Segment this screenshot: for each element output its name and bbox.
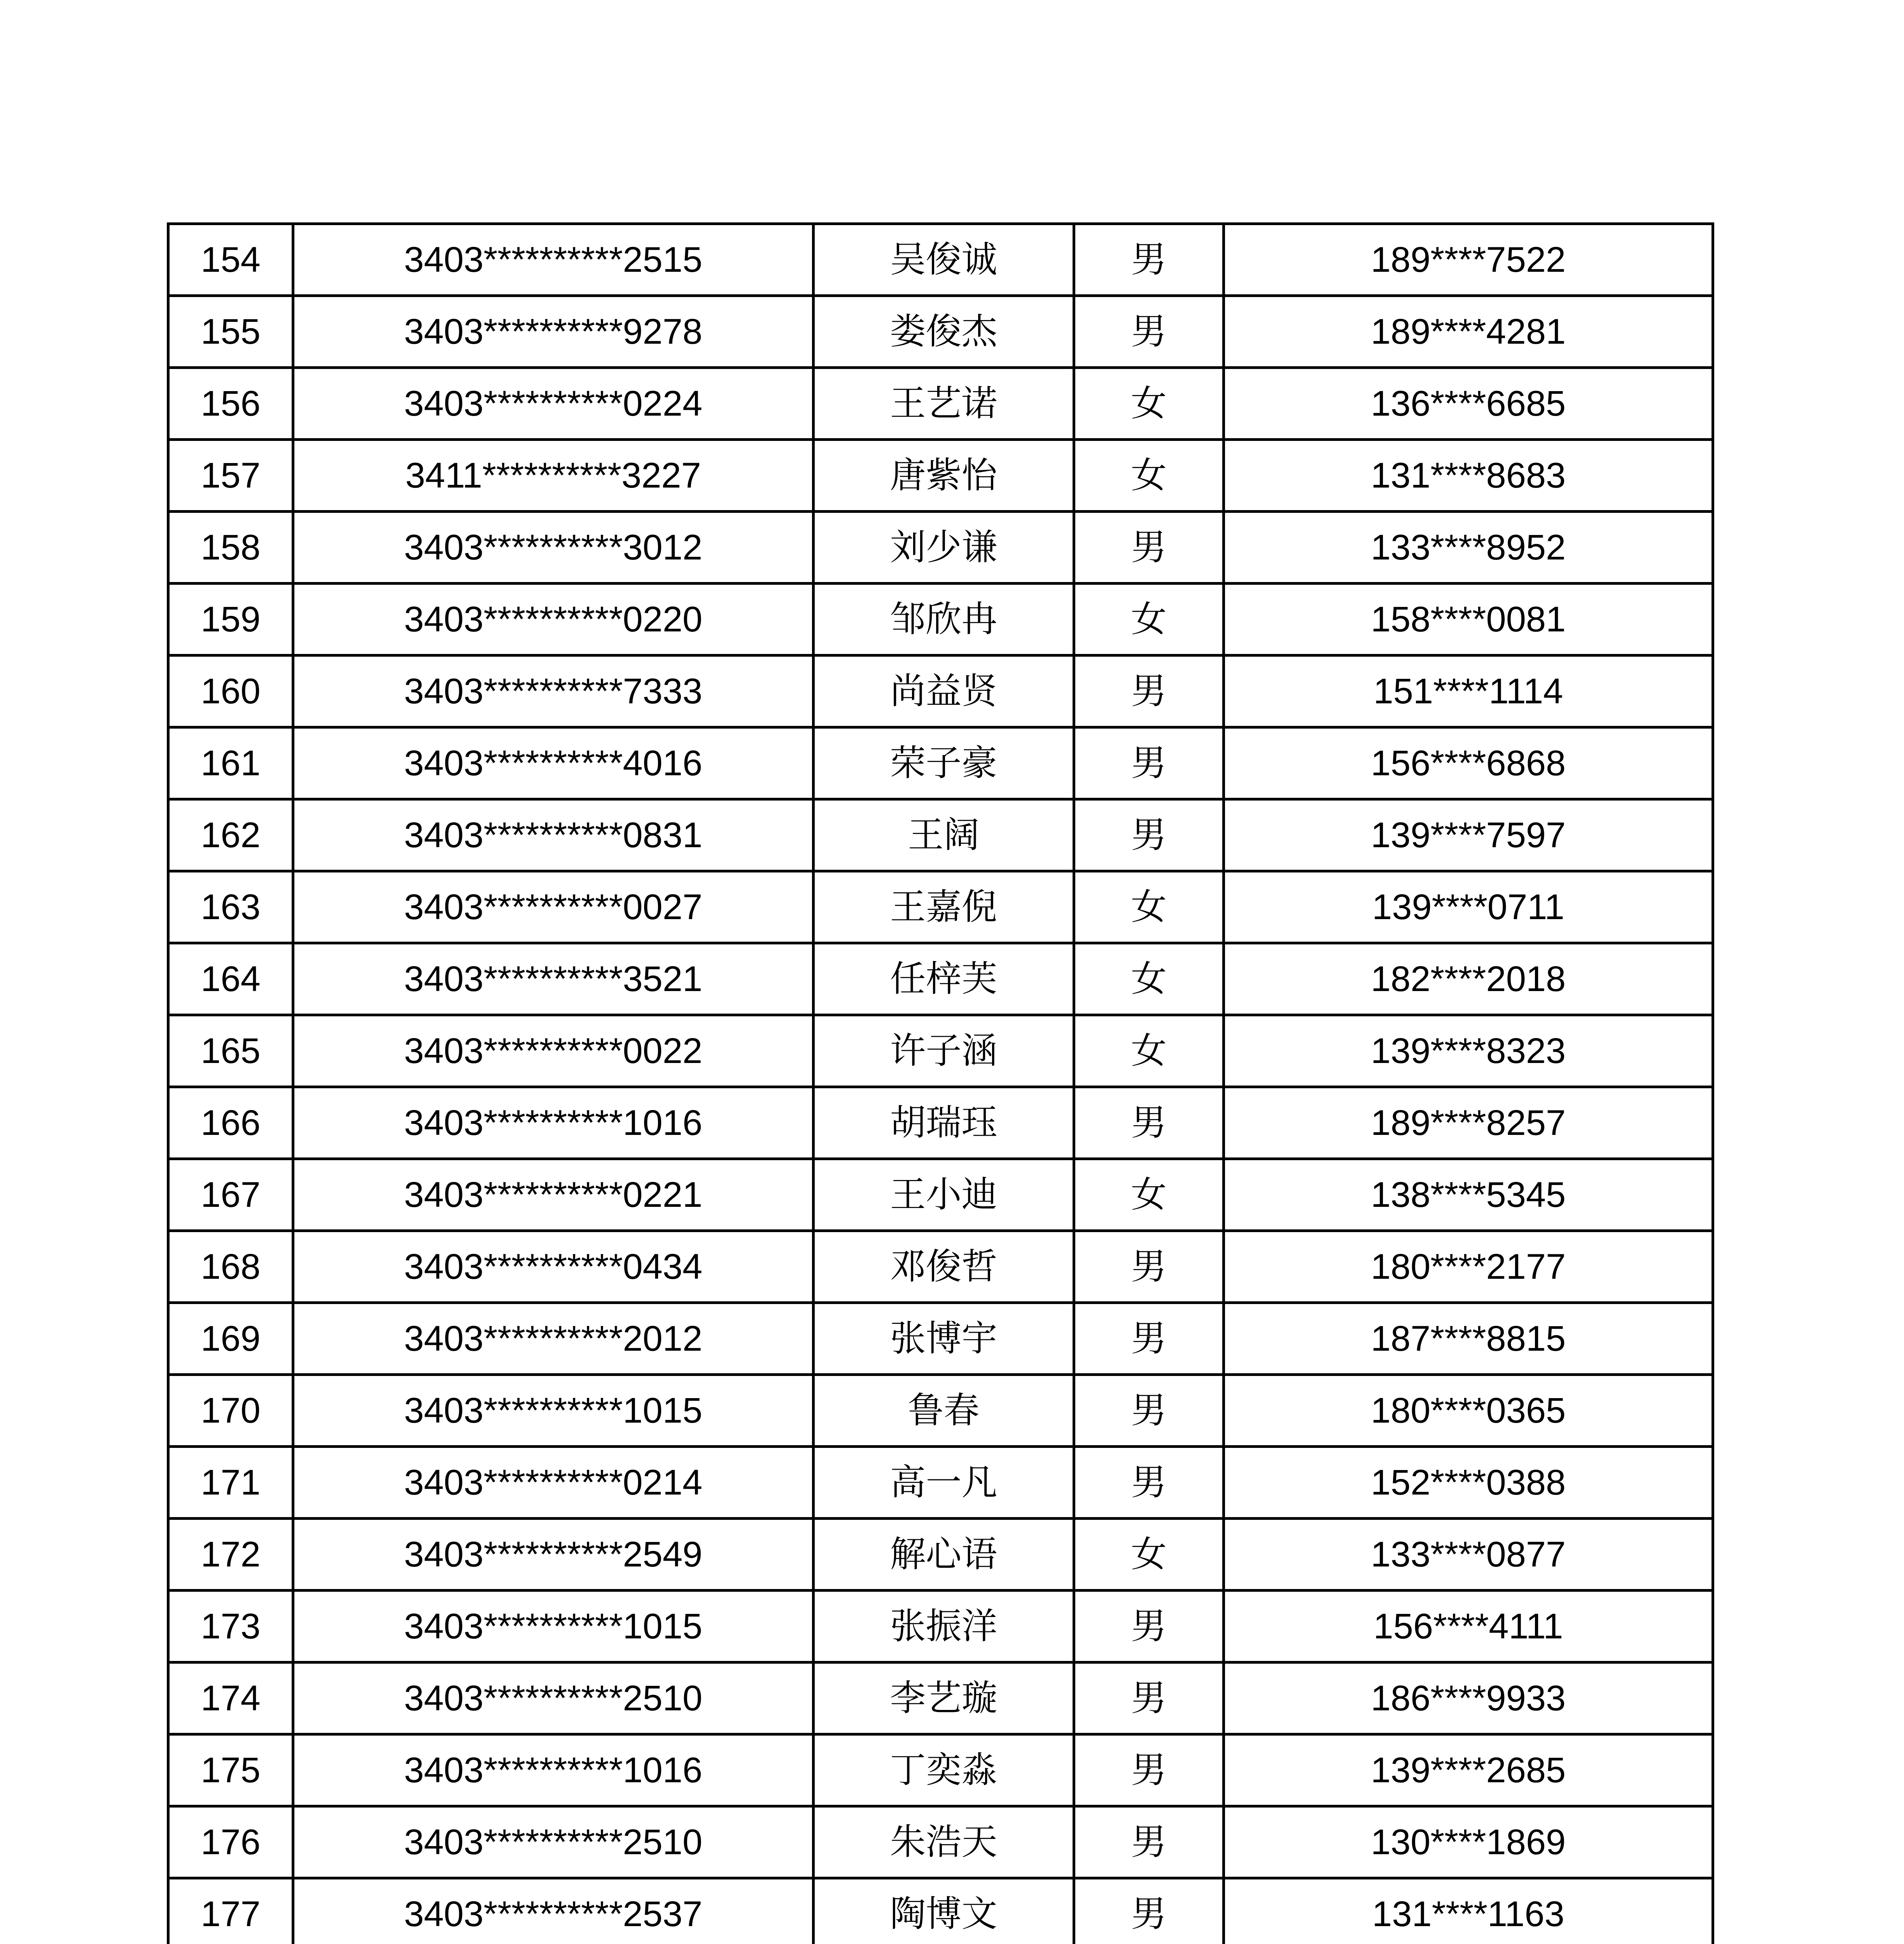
name-cell: 任梓芙	[814, 943, 1074, 1015]
gender-cell: 男	[1074, 1087, 1224, 1159]
row-number-cell: 162	[168, 799, 293, 871]
phone-cell: 156****4111	[1224, 1591, 1713, 1663]
name-cell: 邓俊哲	[814, 1231, 1074, 1303]
row-number-cell: 165	[168, 1015, 293, 1087]
table-row	[168, 656, 1713, 727]
table-row	[168, 799, 1713, 871]
name-cell: 王阔	[814, 799, 1074, 871]
name-cell: 唐紫怡	[814, 440, 1074, 512]
row-number-cell: 172	[168, 1519, 293, 1591]
row-number-cell: 164	[168, 943, 293, 1015]
id-number-cell: 3403**********1015	[293, 1375, 814, 1447]
id-number-cell: 3403**********4016	[293, 727, 814, 799]
table-row	[168, 1159, 1713, 1231]
table-row	[168, 1087, 1713, 1159]
row-number-cell: 157	[168, 440, 293, 512]
name-cell: 解心语	[814, 1519, 1074, 1591]
phone-cell: 139****7597	[1224, 799, 1713, 871]
phone-cell: 139****0711	[1224, 871, 1713, 943]
gender-cell: 女	[1074, 871, 1224, 943]
id-number-cell: 3403**********0221	[293, 1159, 814, 1231]
phone-cell: 180****0365	[1224, 1375, 1713, 1447]
row-number-cell: 166	[168, 1087, 293, 1159]
phone-cell: 186****9933	[1224, 1663, 1713, 1734]
gender-cell: 女	[1074, 440, 1224, 512]
name-cell: 王艺诺	[814, 368, 1074, 440]
phone-cell: 187****8815	[1224, 1303, 1713, 1375]
id-number-cell: 3403**********2012	[293, 1303, 814, 1375]
gender-cell: 男	[1074, 224, 1224, 296]
name-cell: 高一凡	[814, 1447, 1074, 1519]
id-number-cell: 3411**********3227	[293, 440, 814, 512]
roster-table-body	[168, 224, 1713, 1944]
row-number-cell: 158	[168, 512, 293, 584]
row-number-cell: 160	[168, 656, 293, 727]
gender-cell: 男	[1074, 1375, 1224, 1447]
table-row	[168, 512, 1713, 584]
id-number-cell: 3403**********0831	[293, 799, 814, 871]
id-number-cell: 3403**********1016	[293, 1087, 814, 1159]
row-number-cell: 176	[168, 1806, 293, 1878]
gender-cell: 男	[1074, 512, 1224, 584]
phone-cell: 139****8323	[1224, 1015, 1713, 1087]
name-cell: 王嘉倪	[814, 871, 1074, 943]
phone-cell: 180****2177	[1224, 1231, 1713, 1303]
name-cell: 胡瑞珏	[814, 1087, 1074, 1159]
id-number-cell: 3403**********2515	[293, 224, 814, 296]
table-row	[168, 1375, 1713, 1447]
id-number-cell: 3403**********0022	[293, 1015, 814, 1087]
table-row	[168, 1878, 1713, 1944]
id-number-cell: 3403**********1015	[293, 1591, 814, 1663]
row-number-cell: 169	[168, 1303, 293, 1375]
id-number-cell: 3403**********2549	[293, 1519, 814, 1591]
row-number-cell: 154	[168, 224, 293, 296]
table-row	[168, 224, 1713, 296]
row-number-cell: 168	[168, 1231, 293, 1303]
row-number-cell: 175	[168, 1734, 293, 1806]
table-row	[168, 1663, 1713, 1734]
name-cell: 张振洋	[814, 1591, 1074, 1663]
gender-cell: 男	[1074, 1447, 1224, 1519]
row-number-cell: 167	[168, 1159, 293, 1231]
row-number-cell: 163	[168, 871, 293, 943]
row-number-cell: 161	[168, 727, 293, 799]
phone-cell: 158****0081	[1224, 584, 1713, 656]
name-cell: 朱浩天	[814, 1806, 1074, 1878]
table-row	[168, 1591, 1713, 1663]
gender-cell: 女	[1074, 1159, 1224, 1231]
name-cell: 尚益贤	[814, 656, 1074, 727]
name-cell: 张博宇	[814, 1303, 1074, 1375]
phone-cell: 139****2685	[1224, 1734, 1713, 1806]
id-number-cell: 3403**********2510	[293, 1806, 814, 1878]
gender-cell: 女	[1074, 1519, 1224, 1591]
table-row	[168, 1303, 1713, 1375]
phone-cell: 189****7522	[1224, 224, 1713, 296]
gender-cell: 男	[1074, 656, 1224, 727]
row-number-cell: 155	[168, 296, 293, 368]
table-row	[168, 943, 1713, 1015]
id-number-cell: 3403**********3521	[293, 943, 814, 1015]
id-number-cell: 3403**********2510	[293, 1663, 814, 1734]
gender-cell: 男	[1074, 1303, 1224, 1375]
table-row	[168, 1231, 1713, 1303]
gender-cell: 男	[1074, 1878, 1224, 1944]
table-row	[168, 584, 1713, 656]
gender-cell: 男	[1074, 1231, 1224, 1303]
id-number-cell: 3403**********9278	[293, 296, 814, 368]
table-row	[168, 1806, 1713, 1878]
phone-cell: 138****5345	[1224, 1159, 1713, 1231]
table-row	[168, 296, 1713, 368]
phone-cell: 133****8952	[1224, 512, 1713, 584]
table-row	[168, 1015, 1713, 1087]
row-number-cell: 177	[168, 1878, 293, 1944]
phone-cell: 131****8683	[1224, 440, 1713, 512]
table-row	[168, 727, 1713, 799]
row-number-cell: 174	[168, 1663, 293, 1734]
phone-cell: 152****0388	[1224, 1447, 1713, 1519]
name-cell: 陶博文	[814, 1878, 1074, 1944]
row-number-cell: 173	[168, 1591, 293, 1663]
name-cell: 荣子豪	[814, 727, 1074, 799]
id-number-cell: 3403**********0224	[293, 368, 814, 440]
phone-cell: 189****4281	[1224, 296, 1713, 368]
id-number-cell: 3403**********0214	[293, 1447, 814, 1519]
id-number-cell: 3403**********0434	[293, 1231, 814, 1303]
name-cell: 吴俊诚	[814, 224, 1074, 296]
table-row	[168, 368, 1713, 440]
phone-cell: 182****2018	[1224, 943, 1713, 1015]
phone-cell: 156****6868	[1224, 727, 1713, 799]
gender-cell: 男	[1074, 1806, 1224, 1878]
table-row	[168, 1447, 1713, 1519]
table-row	[168, 1734, 1713, 1806]
gender-cell: 男	[1074, 799, 1224, 871]
name-cell: 娄俊杰	[814, 296, 1074, 368]
id-number-cell: 3403**********1016	[293, 1734, 814, 1806]
name-cell: 刘少谦	[814, 512, 1074, 584]
name-cell: 李艺璇	[814, 1663, 1074, 1734]
roster-table	[167, 222, 1714, 1944]
phone-cell: 133****0877	[1224, 1519, 1713, 1591]
name-cell: 鲁春	[814, 1375, 1074, 1447]
name-cell: 邹欣冉	[814, 584, 1074, 656]
phone-cell: 136****6685	[1224, 368, 1713, 440]
row-number-cell: 170	[168, 1375, 293, 1447]
id-number-cell: 3403**********0220	[293, 584, 814, 656]
phone-cell: 130****1869	[1224, 1806, 1713, 1878]
id-number-cell: 3403**********7333	[293, 656, 814, 727]
phone-cell: 189****8257	[1224, 1087, 1713, 1159]
row-number-cell: 156	[168, 368, 293, 440]
table-row	[168, 440, 1713, 512]
name-cell: 许子涵	[814, 1015, 1074, 1087]
table-row	[168, 1519, 1713, 1591]
row-number-cell: 159	[168, 584, 293, 656]
gender-cell: 女	[1074, 1015, 1224, 1087]
row-number-cell: 171	[168, 1447, 293, 1519]
phone-cell: 131****1163	[1224, 1878, 1713, 1944]
table-row	[168, 871, 1713, 943]
gender-cell: 男	[1074, 1591, 1224, 1663]
gender-cell: 女	[1074, 368, 1224, 440]
gender-cell: 男	[1074, 296, 1224, 368]
gender-cell: 男	[1074, 1663, 1224, 1734]
gender-cell: 女	[1074, 584, 1224, 656]
id-number-cell: 3403**********0027	[293, 871, 814, 943]
id-number-cell: 3403**********3012	[293, 512, 814, 584]
name-cell: 王小迪	[814, 1159, 1074, 1231]
gender-cell: 男	[1074, 727, 1224, 799]
gender-cell: 女	[1074, 943, 1224, 1015]
id-number-cell: 3403**********2537	[293, 1878, 814, 1944]
name-cell: 丁奕淼	[814, 1734, 1074, 1806]
phone-cell: 151****1114	[1224, 656, 1713, 727]
gender-cell: 男	[1074, 1734, 1224, 1806]
